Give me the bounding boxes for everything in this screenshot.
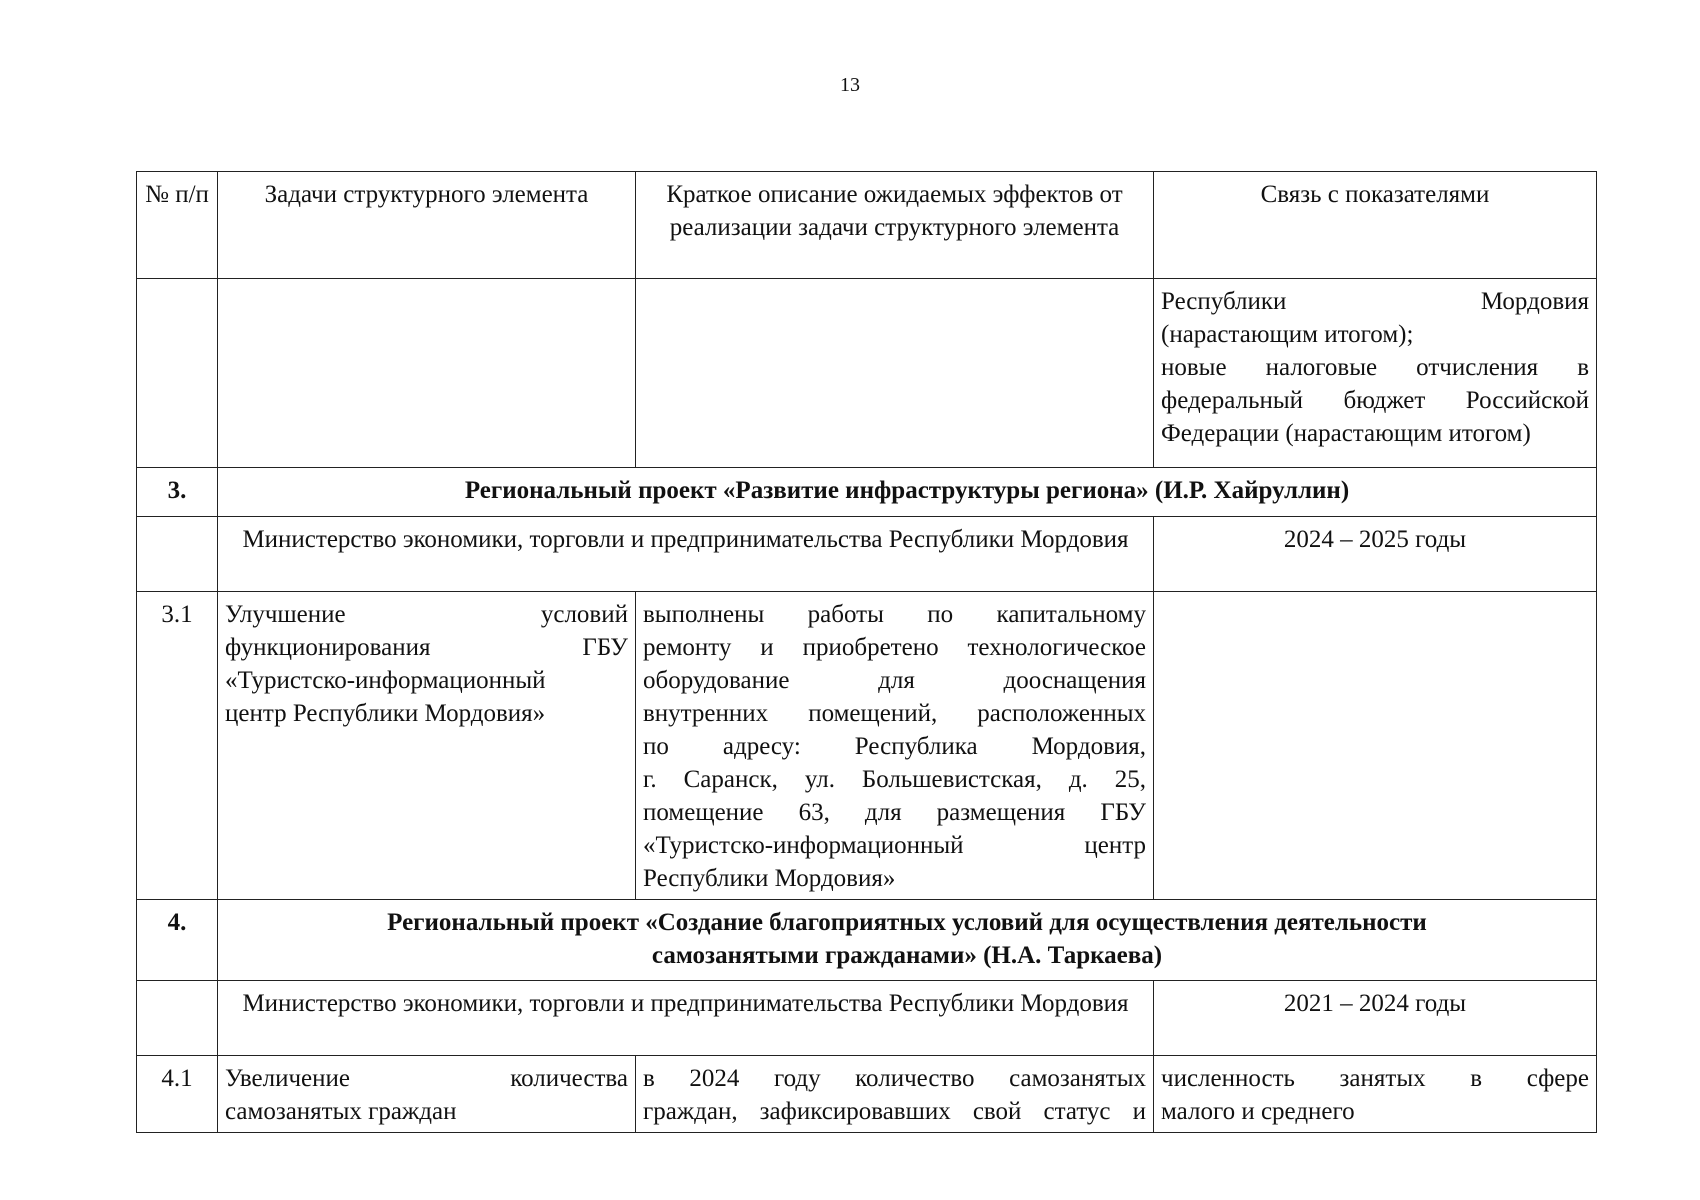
- section-4-resp-num-cell: [137, 981, 218, 1056]
- table-row-4-1: [137, 1056, 1597, 1133]
- cont-link-line: федеральный бюджет Российской: [1161, 387, 1589, 414]
- row-4-1-effect: [636, 1056, 1154, 1133]
- cont-effect-cell: [636, 279, 1154, 468]
- effect-line: по адресу: Республика Мордовия,: [643, 733, 1146, 760]
- task-line: Увеличение количества: [225, 1065, 628, 1092]
- header-link: Связь с показателями: [1154, 172, 1597, 279]
- effect-line: г. Саранск, ул. Большевистская, д. 25,: [643, 766, 1146, 793]
- link-line: численность занятых в сфере: [1161, 1065, 1589, 1092]
- cont-link-line: (нарастающим итогом);: [1161, 321, 1414, 348]
- page-number: 13: [840, 74, 860, 96]
- section-3-responsible: Министерство экономики, торговли и предпринимательства Республики Мордовия: [218, 517, 1154, 592]
- effect-line: помещение 63, для размещения ГБУ: [643, 799, 1146, 826]
- effect-line: ремонту и приобретено технологическое: [643, 634, 1146, 661]
- section-3-title: Региональный проект «Развитие инфраструктуры региона» (И.Р. Хайруллин): [218, 468, 1597, 517]
- section-3-responsible-row: [137, 517, 1597, 592]
- header-num: № п/п: [137, 172, 218, 279]
- row-4-1-link: [1154, 1056, 1597, 1133]
- section-4-row: [137, 900, 1597, 981]
- cont-link-line: новые налоговые отчисления в: [1161, 354, 1589, 381]
- section-4-title-line: Региональный проект «Создание благоприятных условий для осуществления деятельности: [387, 909, 1427, 936]
- table-header-row: [137, 172, 1597, 279]
- cont-num-cell: [137, 279, 218, 468]
- section-4-responsible-row: [137, 981, 1597, 1056]
- section-3-period: 2024 – 2025 годы: [1154, 517, 1597, 592]
- cont-link-cell: [1154, 279, 1597, 468]
- structural-elements-table: [136, 171, 1597, 1133]
- row-3-1-link: [1154, 592, 1597, 900]
- cont-link-line: Республики Мордовия: [1161, 288, 1589, 315]
- section-3-resp-num-cell: [137, 517, 218, 592]
- link-line: малого и среднего: [1161, 1098, 1355, 1125]
- row-4-1-task: [218, 1056, 636, 1133]
- section-4-title-line: самозанятыми гражданами» (Н.А. Таркаева): [651, 942, 1163, 969]
- header-effects: Краткое описание ожидаемых эффектов от реализации задачи структурного элемента: [636, 172, 1154, 279]
- section-4-period: 2021 – 2024 годы: [1154, 981, 1597, 1056]
- row-3-1-num: 3.1: [137, 592, 218, 900]
- effect-line: внутренних помещений, расположенных: [643, 700, 1146, 727]
- effect-line: в 2024 году количество самозанятых: [643, 1065, 1146, 1092]
- effect-line: граждан, зафиксировавших свой статус и: [643, 1098, 1146, 1125]
- header-tasks: Задачи структурного элемента: [218, 172, 636, 279]
- section-3-row: [137, 468, 1597, 517]
- task-line: функционирования ГБУ: [225, 634, 628, 661]
- row-4-1-num: 4.1: [137, 1056, 218, 1133]
- section-4-title: [218, 900, 1597, 981]
- effect-line: «Туристско-информационный центр: [643, 832, 1146, 859]
- task-line: самозанятых граждан: [225, 1098, 457, 1125]
- continuation-row: [137, 279, 1597, 468]
- effect-line: Республики Мордовия»: [643, 865, 896, 892]
- task-line: Улучшение условий: [225, 601, 628, 628]
- section-4-num: 4.: [137, 900, 218, 981]
- section-4-responsible: Министерство экономики, торговли и предпринимательства Республики Мордовия: [218, 981, 1154, 1056]
- effect-line: оборудование для дооснащения: [643, 667, 1146, 694]
- task-line: «Туристско-информационный: [225, 667, 546, 694]
- effect-line: выполнены работы по капитальному: [643, 601, 1146, 628]
- section-3-num: 3.: [137, 468, 218, 517]
- cont-task-cell: [218, 279, 636, 468]
- cont-link-line: Федерации (нарастающим итогом): [1161, 420, 1531, 447]
- row-3-1-effect: [636, 592, 1154, 900]
- row-3-1-task: [218, 592, 636, 900]
- task-line: центр Республики Мордовия»: [225, 700, 546, 727]
- table-row-3-1: [137, 592, 1597, 900]
